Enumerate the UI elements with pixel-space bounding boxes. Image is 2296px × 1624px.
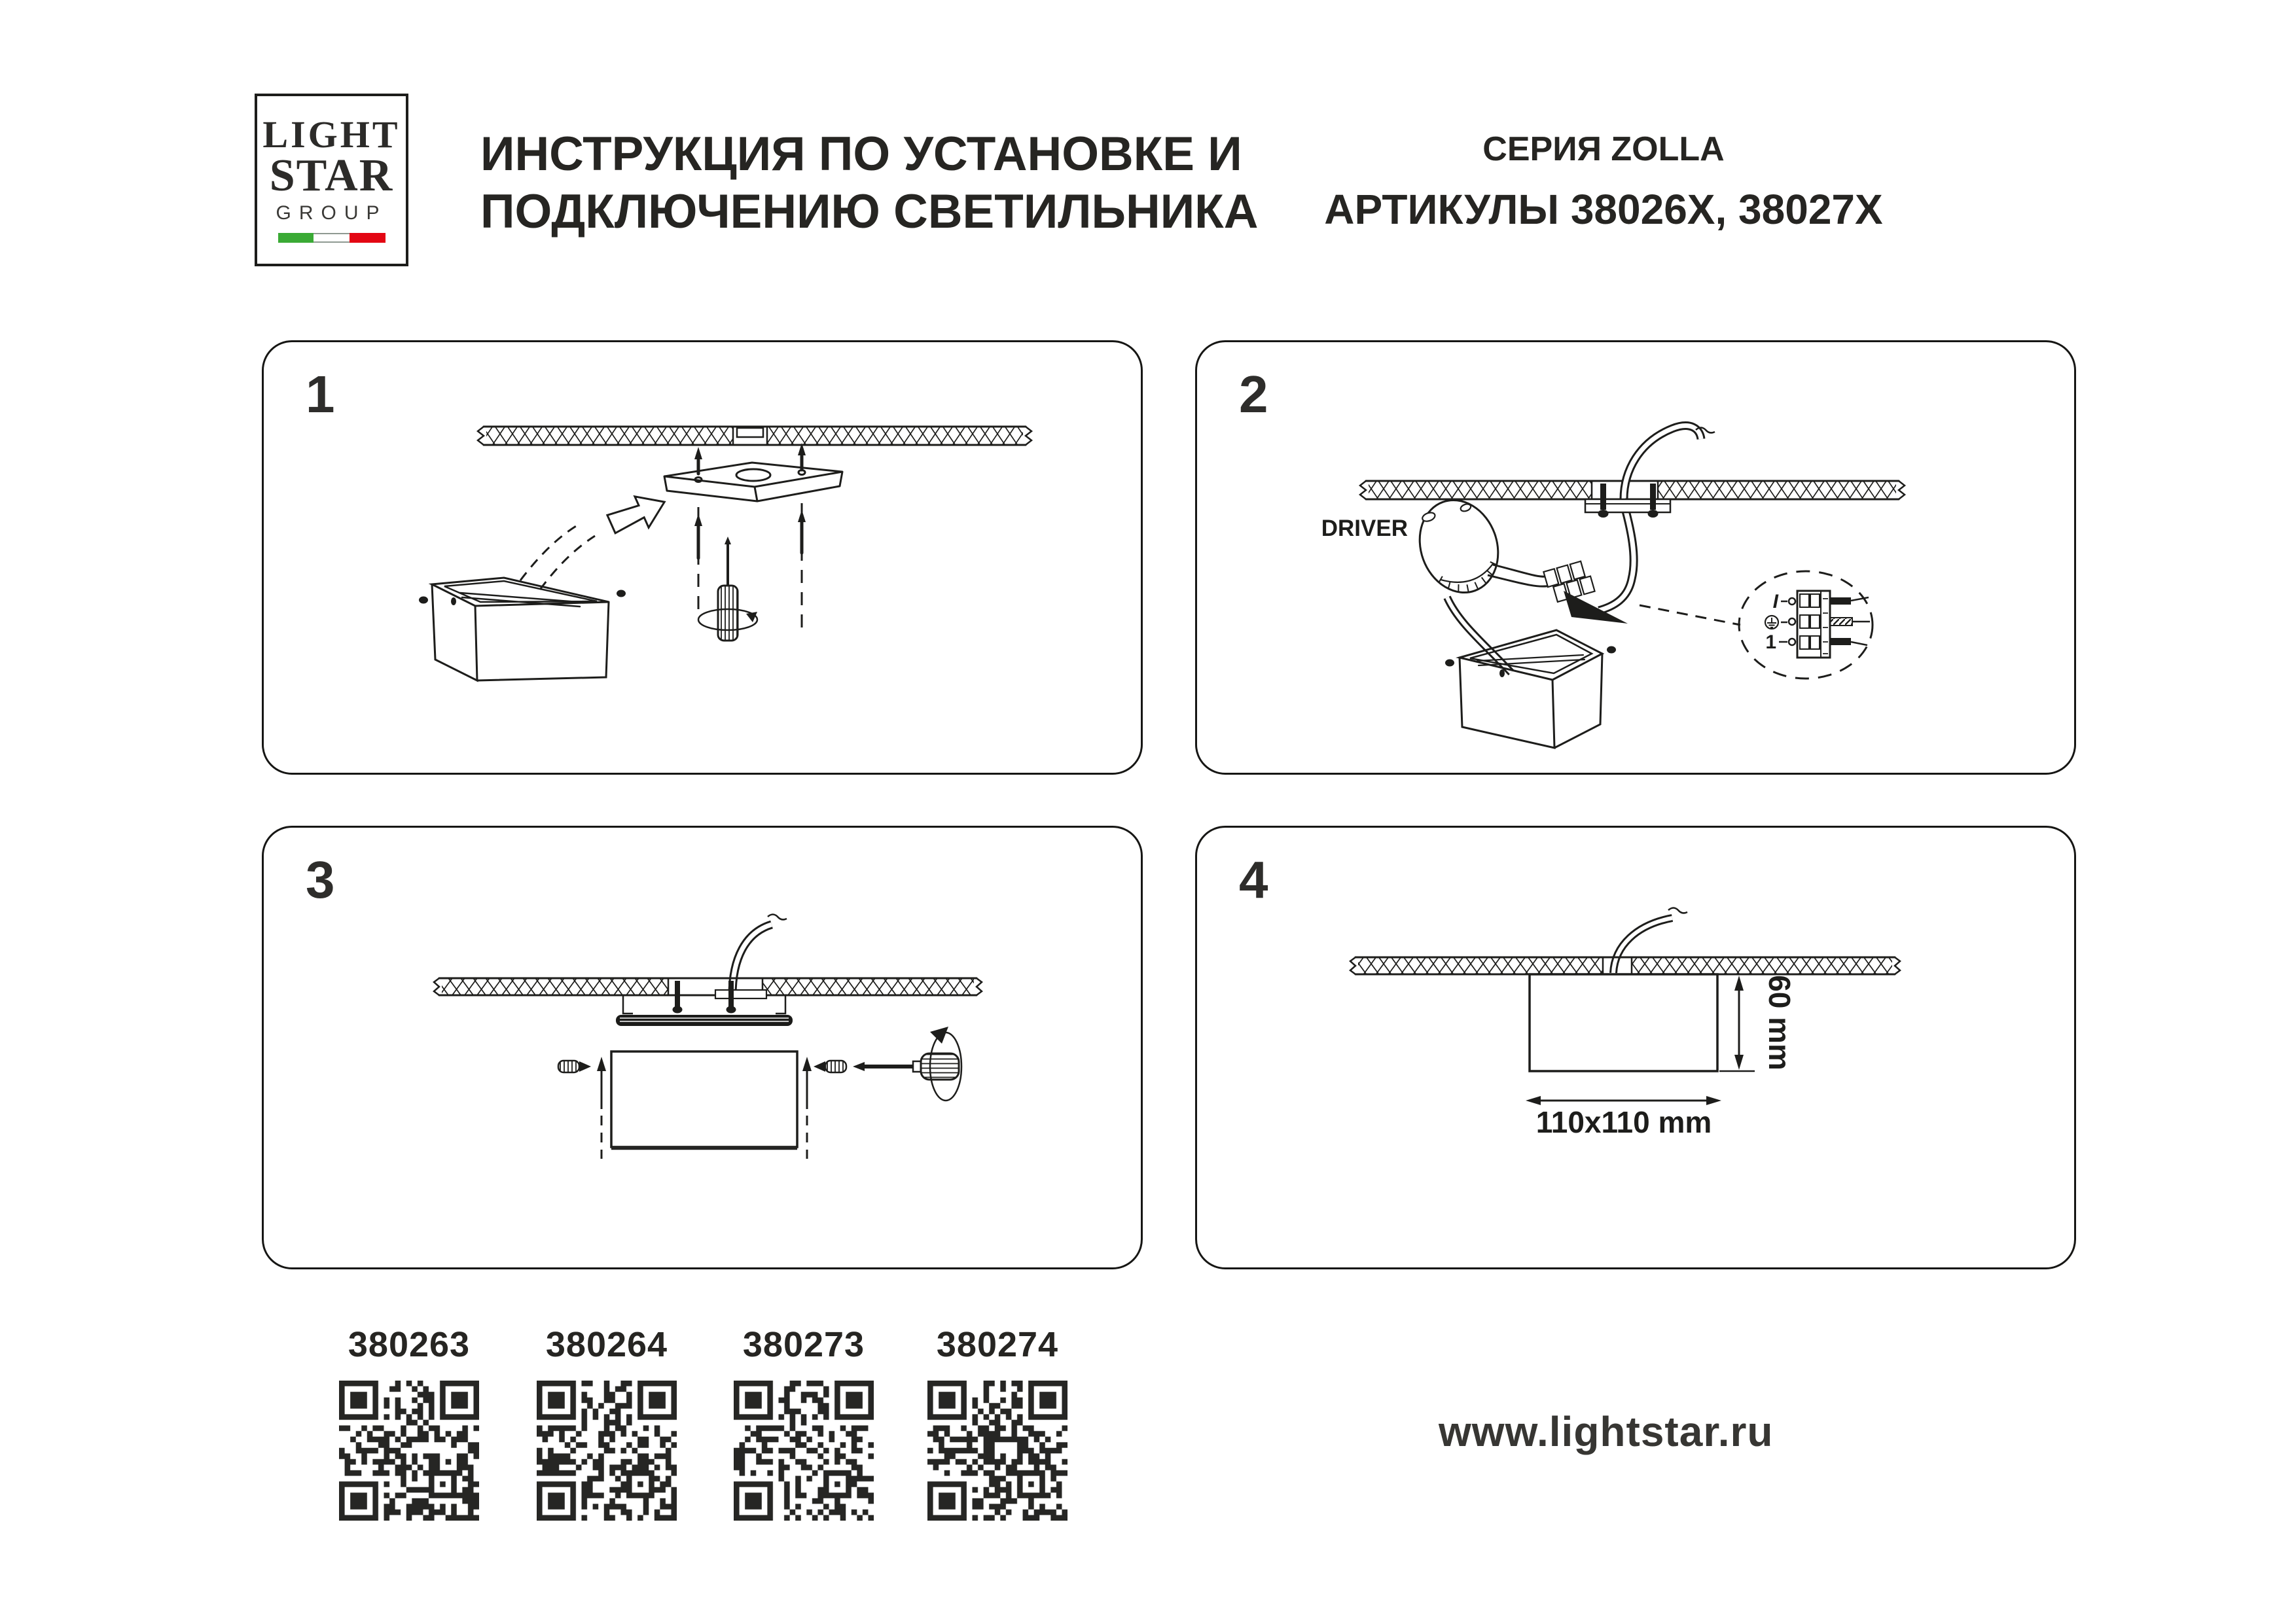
terminal-block <box>1779 591 1830 658</box>
step-4-number: 4 <box>1239 851 1268 909</box>
flag-green-segment <box>278 233 314 243</box>
driver-wires <box>1488 565 1551 586</box>
article-380274 <box>922 1327 1073 1521</box>
qr-code <box>927 1381 1067 1521</box>
ceiling-band <box>478 427 1031 445</box>
logo-word-star: STAR <box>269 150 394 201</box>
width-dimension <box>1526 1096 1721 1139</box>
terminal-neutral-label: 1 <box>1765 631 1776 653</box>
terminal-phase-label: I <box>1772 591 1778 612</box>
ceiling-cutout-tab <box>737 428 763 437</box>
article-code: 380264 <box>545 1325 668 1364</box>
ceiling-band <box>434 978 982 995</box>
title-line-1: ИНСТРУКЦИЯ ПО УСТАНОВКЕ И <box>480 128 1242 181</box>
earth-wire <box>1830 618 1852 626</box>
page-title <box>480 126 1258 241</box>
lamp-housing-box <box>419 578 626 680</box>
driver-label: DRIVER <box>1321 516 1408 541</box>
article-380273 <box>728 1327 879 1521</box>
terminal-wires <box>1830 597 1870 645</box>
title-line-2: ПОДКЛЮЧЕНИЮ СВЕТИЛЬНИКА <box>480 185 1259 238</box>
step-4-diagram <box>1197 828 2074 1267</box>
step-4-panel <box>1195 826 2076 1269</box>
side-screw-dots <box>1445 646 1616 678</box>
flag-red-segment <box>350 233 386 243</box>
lift-arrow <box>520 486 672 590</box>
push-up-arrows <box>597 1057 812 1159</box>
height-dimension <box>1719 975 1797 1071</box>
step-2-panel <box>1195 340 2076 775</box>
step-3-diagram <box>264 828 1141 1267</box>
lamp-front-panel <box>611 1051 797 1149</box>
earth-symbol <box>1765 616 1778 629</box>
flag-white-segment <box>314 233 350 243</box>
article-code: 380274 <box>936 1325 1059 1364</box>
detail-leader <box>1640 605 1740 625</box>
mounting-plate <box>664 463 842 501</box>
italian-flag-bar <box>278 233 386 243</box>
ceiling-band <box>1360 481 1905 499</box>
step-1-diagram <box>264 342 1141 773</box>
article-380264 <box>531 1327 682 1521</box>
step-2-diagram <box>1197 342 2074 773</box>
height-label: 60 mm <box>1763 975 1797 1070</box>
step-2-number: 2 <box>1239 365 1268 423</box>
step-1-panel <box>262 340 1143 775</box>
series-title: СЕРИЯ ZOLLA <box>1482 130 1725 168</box>
plate-center-hole <box>736 469 770 481</box>
logo-word-group: GROUP <box>276 202 387 224</box>
ceiling-band <box>1350 957 1900 974</box>
screwdriver-vertical <box>698 537 757 641</box>
article-code: 380273 <box>742 1325 865 1364</box>
logo-word-light: LIGHT <box>262 113 401 156</box>
qr-code <box>734 1381 874 1521</box>
series-block <box>1302 130 1905 233</box>
connect-arrow <box>1564 591 1628 624</box>
terminal-detail <box>1739 571 1873 679</box>
qr-code <box>537 1381 677 1521</box>
website-url: www.lightstar.ru <box>1439 1408 1774 1455</box>
screwdriver-horizontal <box>853 1027 961 1101</box>
step-3-number: 3 <box>306 851 335 909</box>
step-3-panel <box>262 826 1143 1269</box>
article-380263 <box>334 1327 484 1521</box>
lamp-housing-box <box>1445 630 1616 748</box>
surface-mounted-lamp <box>1530 974 1717 1071</box>
driver-unit <box>1321 489 1511 604</box>
trim-ring <box>616 1015 793 1026</box>
footprint-label: 110x110 mm <box>1535 1105 1712 1139</box>
mains-wire <box>1599 426 1715 610</box>
lightstar-logo <box>255 94 408 266</box>
step-1-number: 1 <box>306 365 335 423</box>
articles-title: АРТИКУЛЫ 38026X, 38027X <box>1324 186 1883 233</box>
qr-code <box>339 1381 479 1521</box>
article-code: 380263 <box>348 1325 471 1364</box>
